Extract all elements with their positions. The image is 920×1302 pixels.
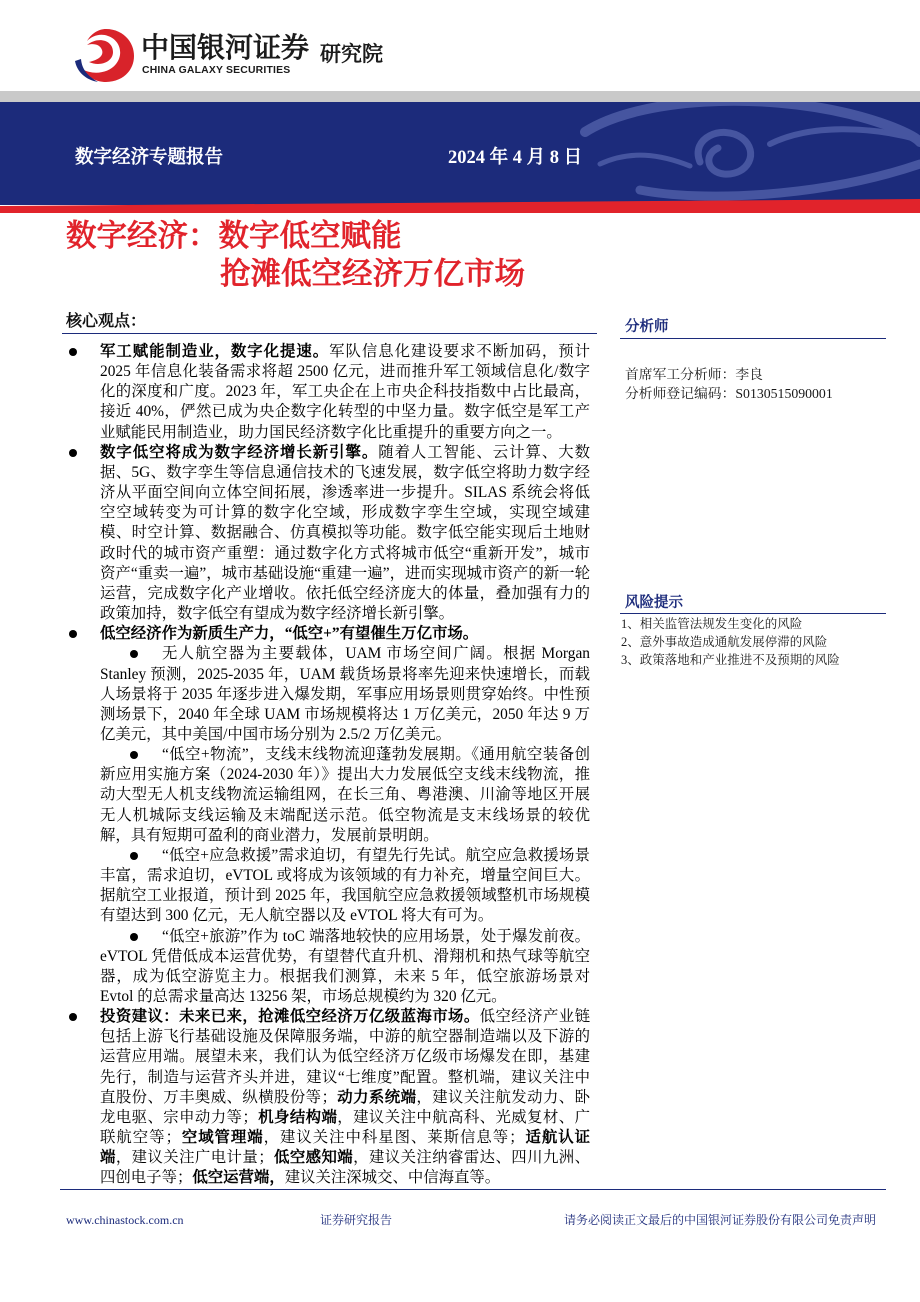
sub-bullet-icon xyxy=(130,751,138,759)
header-gray-band xyxy=(0,91,920,102)
analyst-registration: 分析师登记编码：S0130515090001 xyxy=(625,386,833,401)
risk-divider xyxy=(620,613,886,614)
galaxy-swirl-logo-icon xyxy=(72,26,136,84)
risk-list xyxy=(621,615,840,669)
footer-disclaimer: 请务必阅读正文最后的中国银河证券股份有限公司免责声明 xyxy=(563,1213,876,1227)
report-date: 2024 年 4 月 8 日 xyxy=(448,148,583,168)
segment-text: ，建议关注航发动力、卧龙电驱、宗申动力等； xyxy=(100,1088,590,1126)
bullet-icon xyxy=(69,348,77,356)
sub-point-text: “低空+旅游”作为 toC 端落地较快的应用场景，处于爆发前夜。eVTOL 凭借低成本运营优势，有望替代直升机、滑翔机和热气球等航空器，成为低空游览主力。根据我们测算，未来 5 年，低空旅游场景对 Evtol 的总需求量高达 13256 架，市场总规模约为 320 亿元。 xyxy=(100,927,590,1005)
analyst-heading: 分析师 xyxy=(625,319,669,335)
key-point-lead: 数字低空将成为数字经济增长新引擎。 xyxy=(100,443,379,461)
segment-label: 低空运营端， xyxy=(192,1169,285,1187)
sub-point-text: “低空+物流”，支线末线物流迎蓬勃发展期。《通用航空装备创新应用实施方案（2024-2030 年）》提出大力发展低空支线末线物流，推动大型无人机支线物流运输组网，在长三角、粤港澳、川渝等地区开展无人机城际支线运输及末端配送示范。低空物流是支末线场景的较优解，具有短期可盈利的商业潜力，发展前景明朗。 xyxy=(100,746,590,844)
segment-label: 低空感知端 xyxy=(273,1149,354,1167)
sub-point xyxy=(100,927,590,1008)
sub-bullet-icon xyxy=(130,933,138,941)
key-point-lead: 军工赋能制造业，数字化提速。 xyxy=(100,343,330,360)
segment-text: ，建议关注纳睿雷达、四川九洲、四创电子等； xyxy=(100,1149,590,1187)
key-point xyxy=(100,443,590,624)
sub-point xyxy=(100,745,590,846)
header-banner xyxy=(0,102,920,205)
risk-item: 1、相关监管法规发生变化的风险 xyxy=(621,617,803,631)
core-views-divider xyxy=(62,333,597,334)
key-point xyxy=(100,342,590,443)
risk-item: 2、意外事故造成通航发展停滞的风险 xyxy=(621,635,828,649)
key-point-lead: 低空经济作为新质生产力，“低空+”有望催生万亿市场。 xyxy=(100,625,479,643)
brand-name-cn: 中国银河证券 xyxy=(141,32,310,63)
footer-divider xyxy=(60,1189,886,1190)
core-views-heading: 核心观点： xyxy=(66,313,147,330)
brand-name-en: CHINA GALAXY SECURITIES xyxy=(142,65,291,76)
analyst-divider xyxy=(620,338,886,339)
footer-website-link[interactable]: www.chinastock.com.cn xyxy=(66,1213,184,1227)
analyst-role: 首席军工分析师：李良 xyxy=(625,367,763,382)
report-type: 数字经济专题报告 xyxy=(75,148,224,168)
key-point-body: 军队信息化建设要求不断加码，预计 2025 年信息化装备需求将超 2500 亿元，进而推升军工领域信息化/数字化的深度和广度。2023 年，军工央企在上市央企科技指数中占比最高，接近 40%，俨然已成为央企数字化转型的中坚力量。数字低空是军工产业赋能民用制造业，助力国民经济数字化比重提升的重要方向之一。 xyxy=(100,343,590,441)
key-point-lead: 投资建议：未来已来，抢滩低空经济万亿级蓝海市场。 xyxy=(100,1008,480,1026)
institute-label: 研究院 xyxy=(320,43,383,66)
risk-heading: 风险提示 xyxy=(625,595,683,611)
bullet-icon xyxy=(69,449,77,457)
sub-bullet-icon xyxy=(130,852,138,860)
sub-point-text: “低空+应急救援”需求迫切，有望先行先试。航空应急救援场景丰富，需求迫切，eVTOL 或将成为该领域的有力补充，增量空间巨大。据航空工业报道，预计到 2025 年，我国航空应急救援领域整机市场规模有望达到 300 亿元，无人航空器以及 eVTOL 将大有可为。 xyxy=(100,846,590,925)
report-title-line-1: 数字经济：数字低空赋能 xyxy=(66,219,402,253)
sub-point xyxy=(100,846,590,927)
sub-bullet-icon xyxy=(130,650,138,658)
segment-text: ，建议关注中航高科、光威复材、广联航空等； xyxy=(100,1108,590,1147)
key-point xyxy=(100,624,590,644)
segment-label: 机身结构端 xyxy=(257,1108,338,1126)
segment-text: ，建议关注广电计量； xyxy=(115,1149,274,1167)
bullet-icon xyxy=(69,630,77,638)
key-point xyxy=(100,1007,590,1188)
report-title-line-2: 抢滩低空经济万亿市场 xyxy=(220,257,525,291)
segment-text: 建议关注深城交、中信海直等。 xyxy=(284,1169,501,1187)
bullet-icon xyxy=(69,1013,77,1021)
segment-label: 动力系统端 xyxy=(336,1088,417,1106)
segment-text: ，建议关注中科星图、莱斯信息等； xyxy=(263,1129,525,1147)
sub-point xyxy=(100,644,590,745)
segment-label: 空域管理端 xyxy=(180,1129,264,1147)
core-views-body xyxy=(100,342,590,1189)
footer-doc-type: 证券研究报告 xyxy=(320,1213,393,1227)
key-point-body: 低空经济产业链包括上游飞行基础设施及保障服务端，中游的航空器制造端以及下游的运营应用端。展望未来，我们认为低空经济万亿级市场爆发在即，基建先行，制造与运营齐头并进，建议“七维度”配置。整机端，建议关注中直股份、万丰奥威、纵横股份等； xyxy=(100,1008,590,1106)
sub-point-text: 无人航空器为主要载体，UAM 市场空间广阔。根据 Morgan Stanley 预测，2025-2035 年，UAM 载货场景将率先迎来快速增长，而载人场景将于 2035 年逐步进入爆发期，军事应用场景则贯穿始终。中性预测场景下，2040 年全球 UAM 市场规模将达 1 万亿美元，2050 年达 9 万亿美元，其中美国/中国市场分别为 2.5/2 万亿美元。 xyxy=(100,645,590,743)
risk-item: 3、政策落地和产业推进不及预期的风险 xyxy=(621,653,840,667)
segment-label: 适航认证端 xyxy=(100,1129,590,1167)
banner-red-stripe xyxy=(0,198,920,214)
key-point-body: 随着人工智能、云计算、大数据、5G、数字孪生等信息通信技术的飞速发展，数字低空将助力数字经济从平面空间向立体空间拓展，渗透率进一步提升。SILAS 系统会将低空空域转变为可计算的数字化空域，形成数字孪生空域，实现空域建模、时空计算、数据融合、仿真模拟等功能。数字低空能实现后土地财政时代的城市资产重塑：通过数字化方式将城市低空“重新开发”，城市资产“重卖一遍”，城市基础设施“重建一遍”，进而实现城市资产的新一轮运营，完成数字化产业增收。依托低空经济庞大的体量，叠加强有力的政策加持，数字低空有望成为数字经济增长新引擎。 xyxy=(100,443,590,623)
